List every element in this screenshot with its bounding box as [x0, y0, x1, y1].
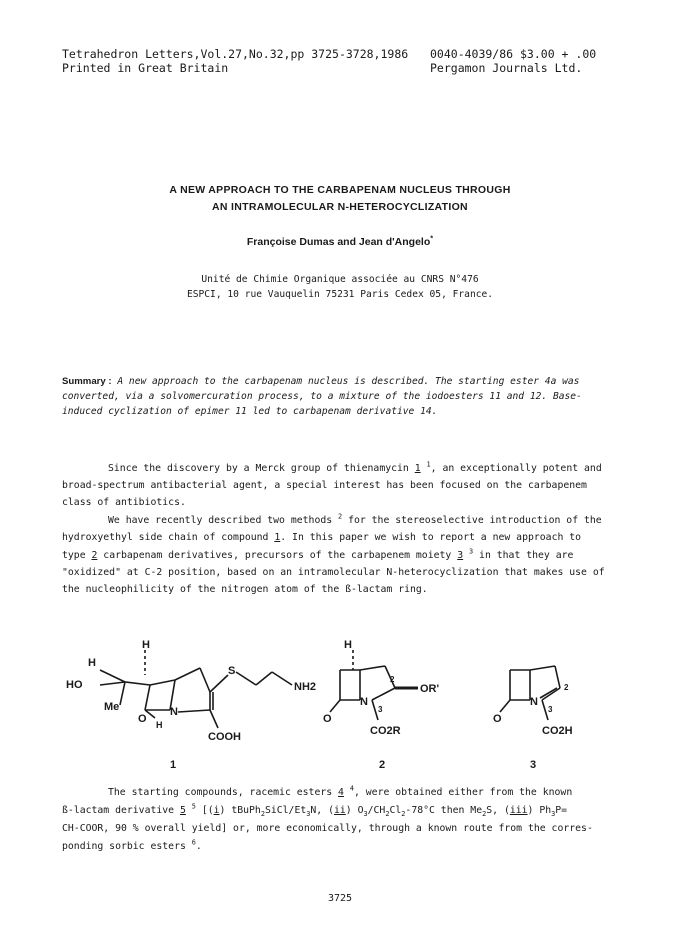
body-p3-line2: ß-lactam derivative 5 $^5$ [(i) $tBuPh_2SiCl/Et_3N$, (ii) $O_3/CH_2Cl_2-78^\circ C$ then $Me_2S$, (iii) $Ph_3P=$: [62, 802, 568, 818]
s3-c3: 3: [548, 705, 553, 714]
summary-line-1: [62, 374, 579, 389]
publisher: Pergamon Journals Ltd.: [430, 61, 583, 75]
printed-location: Printed in Great Britain: [62, 61, 229, 75]
structure-1-label: 1: [170, 759, 177, 771]
body-p2-line4: "oxidized" at C-2 position, based on an intramolecular N-heterocyclization that makes use of: [62, 567, 605, 578]
summary-line-3: induced cyclization of epimer 11 led to carbapenam derivative 14.: [62, 406, 438, 417]
s3-co2h: CO2H: [542, 725, 573, 737]
body-p2-line2: hydroxyethyl side chain of compound 1. In this paper we wish to report a new approach to: [62, 532, 582, 543]
summary-label: Summary :: [62, 376, 112, 387]
s2-c3: 3: [378, 705, 383, 714]
body-p2-line5: the nucleophilicity of the nitrogen atom of the ß-lactam ring.: [62, 584, 428, 595]
body-p2-line3: type 2 carbapenam derivatives, precursors of the carbapenem moiety 3 $^3$ in that they are: [62, 547, 574, 561]
s1-ho: HO: [66, 679, 83, 691]
s1-n: N: [170, 706, 178, 718]
structure-2-bonds: [330, 650, 418, 720]
affiliation-line-2: ESPCI, 10 rue Vauquelin 75231 Paris Cedex 05, France.: [186, 289, 494, 300]
title-line-1: A NEW APPROACH TO THE CARBAPENAM NUCLEUS THROUGH: [169, 184, 511, 196]
s2-n: N: [360, 696, 368, 708]
structure-1-bonds: [100, 650, 292, 728]
chemical-structures-figure: [60, 630, 620, 770]
s1-cooh: COOH: [208, 731, 241, 743]
s3-n: N: [530, 696, 538, 708]
structure-3-label: 3: [530, 759, 537, 771]
page-number: 3725: [327, 893, 353, 904]
authors: [0, 233, 680, 248]
structure-2-label: 2: [379, 759, 386, 771]
s1-o: O: [138, 713, 147, 725]
s2-c2: 2: [390, 675, 395, 684]
compound-ref-1: 1: [414, 463, 421, 474]
corresponding-mark: *: [430, 233, 434, 243]
s3-c2: 2: [564, 683, 569, 692]
body-p1-line3: class of antibiotics.: [62, 497, 186, 508]
s1-s: S: [228, 665, 236, 677]
s1-nh2: NH2: [294, 681, 317, 693]
summary-line-2: converted, via a solvomercuration process, to a mixture of the iodoesters 11 and 12. Base-: [62, 391, 582, 402]
body-p1-line1: Since the discovery by a Merck group of thienamycin 1 $^1$, an exceptionally potent and: [108, 460, 602, 474]
summary-text-1: A new approach to the carbapenam nucleus is described. The starting ester 4a was: [117, 376, 580, 387]
s1-h-bottom: H: [156, 720, 163, 730]
s2-or: OR': [420, 683, 440, 695]
body-p1-line2: broad-spectrum antibacterial agent, a special interest has been focused on the carbapenem: [62, 480, 587, 491]
article-code: 0040-4039/86 $3.00 + .00: [430, 47, 597, 61]
journal-citation: Tetrahedron Letters,Vol.27,No.32,pp 3725-3728,1986: [62, 47, 409, 61]
s3-o: O: [493, 713, 502, 725]
s2-h: H: [344, 639, 352, 651]
s2-co2r: CO2R: [370, 725, 401, 737]
affiliation-line-1: Unité de Chimie Organique associée au CNRS N°476: [201, 274, 479, 285]
body-p3-line3: CH-COOR, 90 % overall yield] or, more economically, through a known route from the corres-: [62, 823, 593, 834]
body-p3-line4: ponding sorbic esters $^6$.: [62, 838, 202, 852]
body-p3-line1: The starting compounds, racemic esters 4 $^4$, were obtained either from the known: [108, 784, 573, 798]
s1-h-left: H: [88, 657, 96, 669]
s1-me: Me: [104, 701, 120, 713]
title-line-2: AN INTRAMOLECULAR N-HETEROCYCLIZATION: [212, 201, 468, 213]
author-names: Françoise Dumas and Jean d'Angelo: [246, 236, 431, 248]
s1-h-top: H: [142, 639, 150, 651]
s2-o: O: [323, 713, 332, 725]
body-p2-line1: We have recently described two methods $^2$ for the stereoselective introduction of the: [108, 512, 602, 526]
